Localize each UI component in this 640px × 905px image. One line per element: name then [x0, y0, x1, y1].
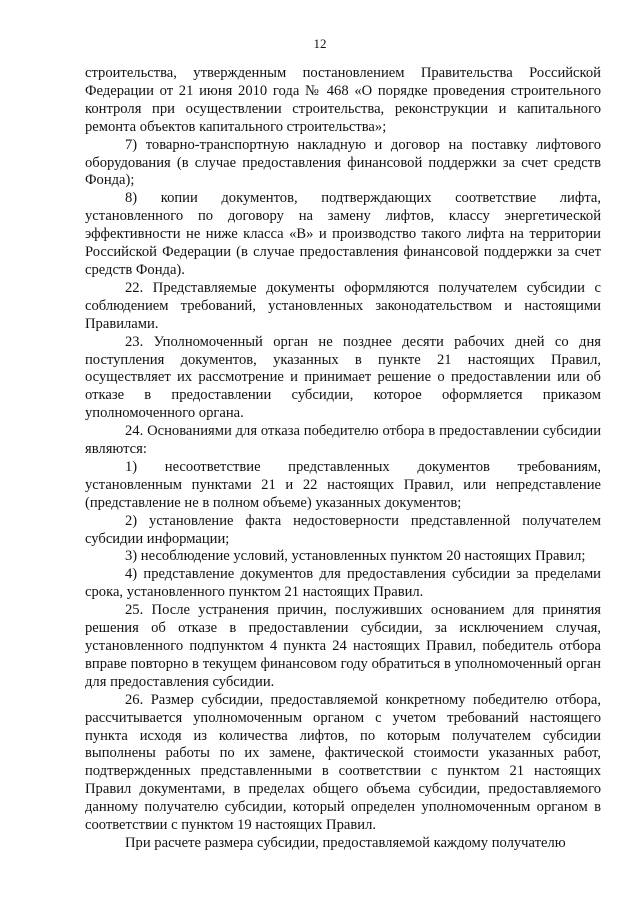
- paragraph-continuation: строительства, утвержденным постановлением Правительства Российской Федерации от 21 июня 2010 года № 468 «О порядке проведения строительного контроля при осуществлении строительства, реконструкции и капитального ремонта объектов капитального строительства»;: [85, 65, 601, 135]
- clause-24: 24. Основаниями для отказа победителю отбора в предоставлении субсидии являются:: [85, 423, 601, 458]
- clause-23: 23. Уполномоченный орган не позднее десяти рабочих дней со дня поступления документов, указанных в пункте 21 настоящих Правил, осуществляет их рассмотрение и принимает решение о предоставлении или об отказе в предоставлении субсидии, которое оформляется приказом уполномоченного органа.: [85, 333, 601, 422]
- clause-24-item-2: 2) установление факта недостоверности представленной получателем субсидии информации;: [85, 512, 601, 547]
- clause-24-item-1: 1) несоответствие представленных документов требованиям, установленным пунктами 21 и 22 настоящих Правил, или непредставление (представление не в полном объеме) указанных документов;: [85, 458, 601, 511]
- clause-26: 26. Размер субсидии, предоставляемой конкретному победителю отбора, рассчитывается уполномоченным органом с учетом требований настоящего пункта исходя из количества лифтов, по которым получателем субсидии выполнены работы по их замене, фактической стоимости указанных работ, подтвержденных представленными в соответствии с пунктом 21 настоящих Правил документами, в пределах общего объема субсидии, предоставляемого данному получателю субсидии, который определен уполномоченным органом в соответствии с пунктом 19 настоящих Правил.: [85, 691, 601, 834]
- paragraph-last: При расчете размера субсидии, предоставляемой каждому получателю: [125, 834, 566, 851]
- page-number: 12: [313, 36, 327, 51]
- list-item-7: 7) товарно-транспортную накладную и договор на поставку лифтового оборудования (в случае предоставления финансовой поддержки за счет средств Фонда);: [85, 136, 601, 189]
- clause-24-item-3: 3) несоблюдение условий, установленных пунктом 20 настоящих Правил;: [125, 548, 586, 565]
- clause-24-item-4: 4) представление документов для предоставления субсидии за пределами срока, установленного пунктом 21 настоящих Правил.: [85, 566, 601, 601]
- list-item-8: 8) копии документов, подтверждающих соответствие лифта, установленного по договору на замену лифтов, классу энергетической эффективности не ниже класса «В» и производство такого лифта на территории Российской Федерации (в случае предоставления финансовой поддержки за счет средств Фонда).: [85, 190, 601, 278]
- document-body: [85, 65, 601, 853]
- clause-22: 22. Представляемые документы оформляются получателем субсидии с соблюдением требований, установленных законодательством и настоящими Правилами.: [85, 279, 601, 332]
- clause-25: 25. После устранения причин, послуживших основанием для принятия решения об отказе в предоставлении субсидии, за исключением случая, установленного подпунктом 4 пункта 24 настоящих Правил, победитель отбора вправе повторно в текущем финансовом году обратиться в уполномоченный орган для предоставления субсидии.: [85, 602, 601, 690]
